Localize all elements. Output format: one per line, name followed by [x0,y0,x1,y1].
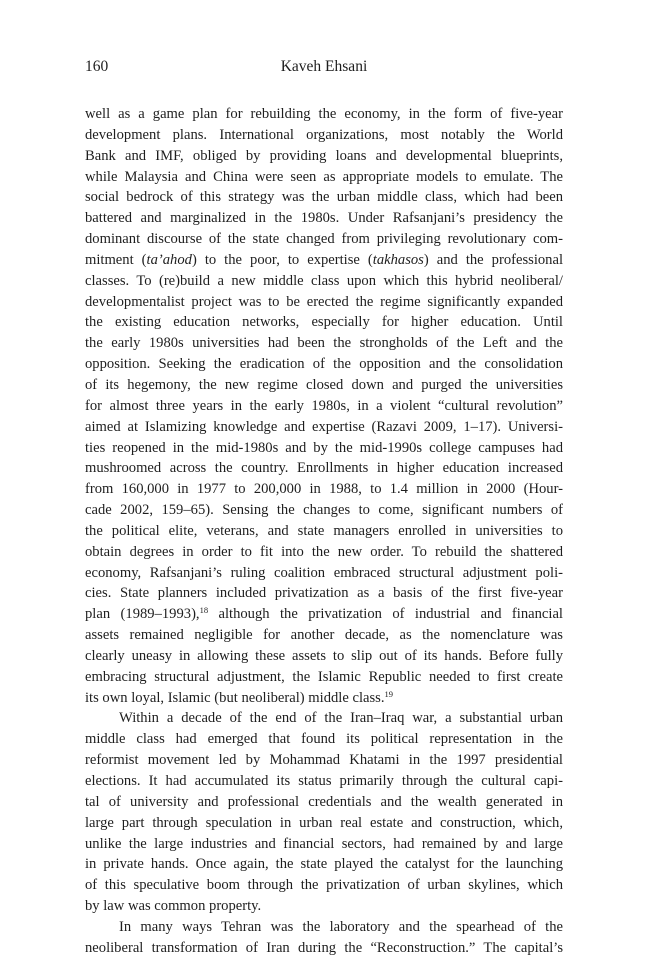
text-segment: neoliberal transformation of Iran during the “Reconstruction.” The capital’s [85,939,563,956]
text-line [85,771,563,792]
text-line [85,375,563,396]
text-segment: mushroomed across the country. Enrollments in higher education increased [85,460,563,477]
text-line [85,438,563,459]
text-segment: large part through speculation in urban real estate and construction, which, [85,814,563,831]
text-line [85,312,563,333]
text-segment: classes. To (re)build a new middle class upon which this hybrid neoliberal/ [85,272,563,289]
text-line [85,708,563,729]
running-head-author: Kaveh Ehsani [280,58,368,75]
text-segment: its own loyal, Islamic (but neoliberal) middle class. [85,689,385,706]
text-line [85,542,563,563]
text-segment: ties reopened in the mid-1980s and by the mid-1990s college campuses had [85,439,563,456]
text-segment: elections. It had accumulated its status primarily through the cultural capi- [85,773,563,789]
text-line [85,146,563,167]
text-line [85,646,563,667]
text-segment: developmentalist project was to be erected the regime significantly expanded [85,293,563,310]
text-segment: of this speculative boom through the privatization of urban skylines, which [85,877,563,894]
text-line [85,625,563,646]
text-segment: cies. State planners included privatization as a basis of the first five-year [85,585,563,602]
text-line [85,104,563,125]
running-head [85,56,563,78]
text-segment: middle class had emerged that found its political representation in the [85,731,563,748]
body-text [85,104,563,959]
text-line [85,688,563,709]
text-line [85,354,563,375]
text-segment: while Malaysia and China were seen as appropriate models to emulate. The [85,168,563,185]
text-line [85,500,563,521]
paragraph [85,104,563,708]
text-segment: of its hegemony, the new regime closed down and purged the universities [85,376,563,393]
paragraph [85,917,563,959]
footnote-marker: 18 [199,605,209,616]
text-line [85,563,563,584]
text-line [85,250,563,271]
text-segment: In many ways Tehran was the laboratory and the spearhead of the [119,918,563,935]
text-segment: in private hands. Once again, the state played the catalyst for the launching [85,856,563,873]
text-segment: by law was common property. [85,898,262,915]
text-segment: the existing education networks, especially for higher education. Until [85,314,563,331]
text-line [85,583,563,604]
footnote-marker: 19 [384,688,394,699]
text-segment: unlike the large industries and financial sectors, had remained by and large [85,835,563,852]
text-segment: plan (1989–1993), [85,606,200,623]
text-line [85,167,563,188]
paragraph [85,708,563,916]
text-segment: Within a decade of the end of the Iran–Iraq war, a substantial urban [119,710,563,727]
text-segment: ) and the professional [423,251,563,268]
text-segment: clearly uneasy in allowing these assets to slip out of its hands. Before fully [85,647,563,664]
text-line [85,729,563,750]
text-segment: economy, Rafsanjani’s ruling coalition embraced structural adjustment poli- [85,564,563,581]
text-segment: obtain degrees in order to fit into the new order. To rebuild the shattered [85,543,563,560]
text-segment: for almost three years in the early 1980s, in a violent “cultural revolution” [85,397,563,414]
text-line [85,229,563,250]
text-segment: the early 1980s universities had been the strongholds of the Left and the [85,335,563,352]
text-line [85,333,563,354]
text-segment: tal of university and professional credentials and the wealth generated in [85,793,563,810]
italic-term: ta’ahod [146,251,192,268]
text-line [85,292,563,313]
text-segment: dominant discourse of the state changed from privileging revolutionary com- [85,231,563,248]
text-line [85,750,563,771]
text-segment: assets remained negligible for another decade, as the nomenclature was [85,627,563,644]
text-segment: opposition. Seeking the eradication of the opposition and the consolidation [85,356,563,373]
text-segment: social bedrock of this strategy was the urban middle class, which had been [85,189,563,206]
text-line [85,813,563,834]
text-line [85,125,563,146]
text-line [85,396,563,417]
page-number: 160 [85,58,109,75]
text-line [85,417,563,438]
text-segment: well as a game plan for rebuilding the economy, in the form of five-year [85,106,563,122]
italic-term: takhasos [372,251,424,268]
text-line [85,187,563,208]
text-line [85,479,563,500]
text-segment: Bank and IMF, obliged by providing loans and developmental blueprints, [85,147,563,164]
text-line [85,521,563,542]
text-line [85,938,563,959]
text-line [85,667,563,688]
text-segment: mitment ( [85,251,147,268]
text-segment: battered and marginalized in the 1980s. Under Rafsanjani’s presidency the [85,210,563,227]
text-line [85,271,563,292]
text-segment: aimed at Islamizing knowledge and expertise (Razavi 2009, 1–17). Universi- [85,418,563,435]
text-segment: reformist movement led by Mohammad Khatami in the 1997 presidential [85,752,563,769]
text-line [85,208,563,229]
text-line [85,917,563,938]
text-segment: development plans. International organizations, most notably the World [85,126,563,143]
text-segment: although the privatization of industrial and financial [208,606,563,623]
text-segment: cade 2002, 159–65). Sensing the changes to come, significant numbers of [85,502,563,519]
text-segment: from 160,000 in 1977 to 200,000 in 1988, to 1.4 million in 2000 (Hour- [85,481,563,498]
text-line [85,604,563,625]
text-segment: ) to the poor, to expertise ( [191,251,373,268]
text-segment: the political elite, veterans, and state managers enrolled in universities to [85,522,563,539]
text-line [85,458,563,479]
text-line [85,834,563,855]
text-segment: embracing structural adjustment, the Islamic Republic needed to first create [85,668,563,685]
text-line [85,792,563,813]
text-line [85,875,563,896]
text-line [85,854,563,875]
text-line [85,896,563,917]
